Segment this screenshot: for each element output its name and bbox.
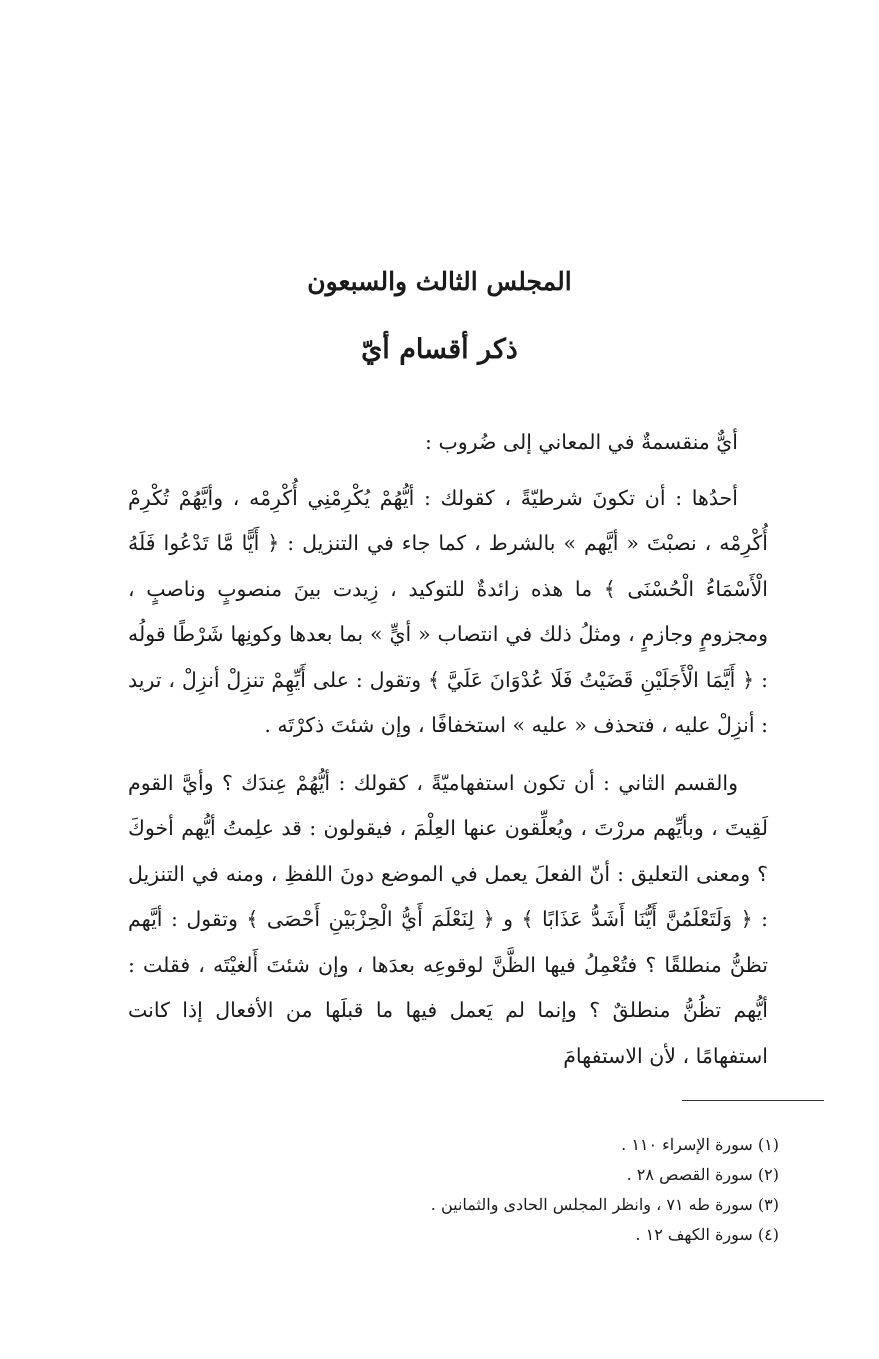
intro-paragraph: أيٌّ منقسمةٌ في المعاني إلى ضُروب : [425,430,738,454]
footnote-2: (٢) سورة القصص ٢٨ . [626,1165,779,1184]
footnote-1: (١) سورة الإسراء ١١٠ . [621,1135,779,1154]
footnote-4: (٤) سورة الكهف ١٢ . [635,1225,779,1244]
footnote-3: (٣) سورة طه ٧١ ، وانظر المجلس الحادى والثمانين . [430,1195,779,1214]
footnotes [359,1130,779,1250]
body-text [128,420,768,1091]
section-title: ذكر أقسام أيّ [361,334,518,365]
paragraph-interrogative: والقسم الثاني : أن تكون استفهاميّةً ، كقولك : أيُّهُمْ عِندَك ؟ وأيَّ القوم لَقِيتَ ، وبأيِّهم مررْتَ ، ويُعلِّقون عنها العِلْمَ ، فيقولون : قد علِمتُ أيُّهم أخوكَ ؟ ومعنى التعليق : أنّ الفعلَ يعمل في الموضع دونَ اللفظِ ، ومنه في التنزيل : ﴿ وَلَتَعْلَمُنَّ أَيُّنَا أَشَدُّ عَذَابًا ﴾ و ﴿ لِنَعْلَمَ أَيُّ الْحِزْبَيْنِ أَحْصَى ﴾ وتقول : أيَّهم تظنُّ منطلقًا ؟ فتُعْمِلُ فيها الظَّنَّ لوقوعِه بعدَها ، وإن شئتَ أَلغيْتَه ، فقلت : أيُّهم تظُنُّ منطلقٌ ؟ وإنما لم يَعمل فيها ما قبلَها من الأفعال إذا كانت استفهامًا ، لأن الاستفهامَ [128,770,768,1068]
paragraph-conditional: أحدُها : أن تكونَ شرطيّةً ، كقولك : أيُّهُمْ يُكْرِمْنِي أُكْرِمْه ، وأيَّهُمْ تُكْرِمْ أُكْرِمْه ، نصبْتَ « أيَّهم » بالشرط ، كما جاء في التنزيل : ﴿ أَيًّا مَّا تَدْعُوا فَلَهُ الْأَسْمَاءُ الْحُسْنَى ﴾ ما هذه زائدةٌ للتوكيد ، زِيدت بينَ منصوبٍ وناصبٍ ، ومجزومٍ وجازمٍ ، ومثلُ ذلك في انتصاب « أيٍّ » بما بعدها وكونِها شَرْطًا قولُه : ﴿ أَيَّمَا الْأَجَلَيْنِ قَضَيْتُ فَلَا عُدْوَانَ عَلَيَّ ﴾ وتقول : على أَيِّهِمْ تنزِلْ أنزِلْ ، تريد : أنزِلْ عليه ، فتحذف « عليه » استخفافًا ، وإن شئتَ ذكرْتَه . [128,485,768,737]
footnote-divider [682,1100,824,1101]
chapter-title: المجلس الثالث والسبعون [307,267,572,296]
